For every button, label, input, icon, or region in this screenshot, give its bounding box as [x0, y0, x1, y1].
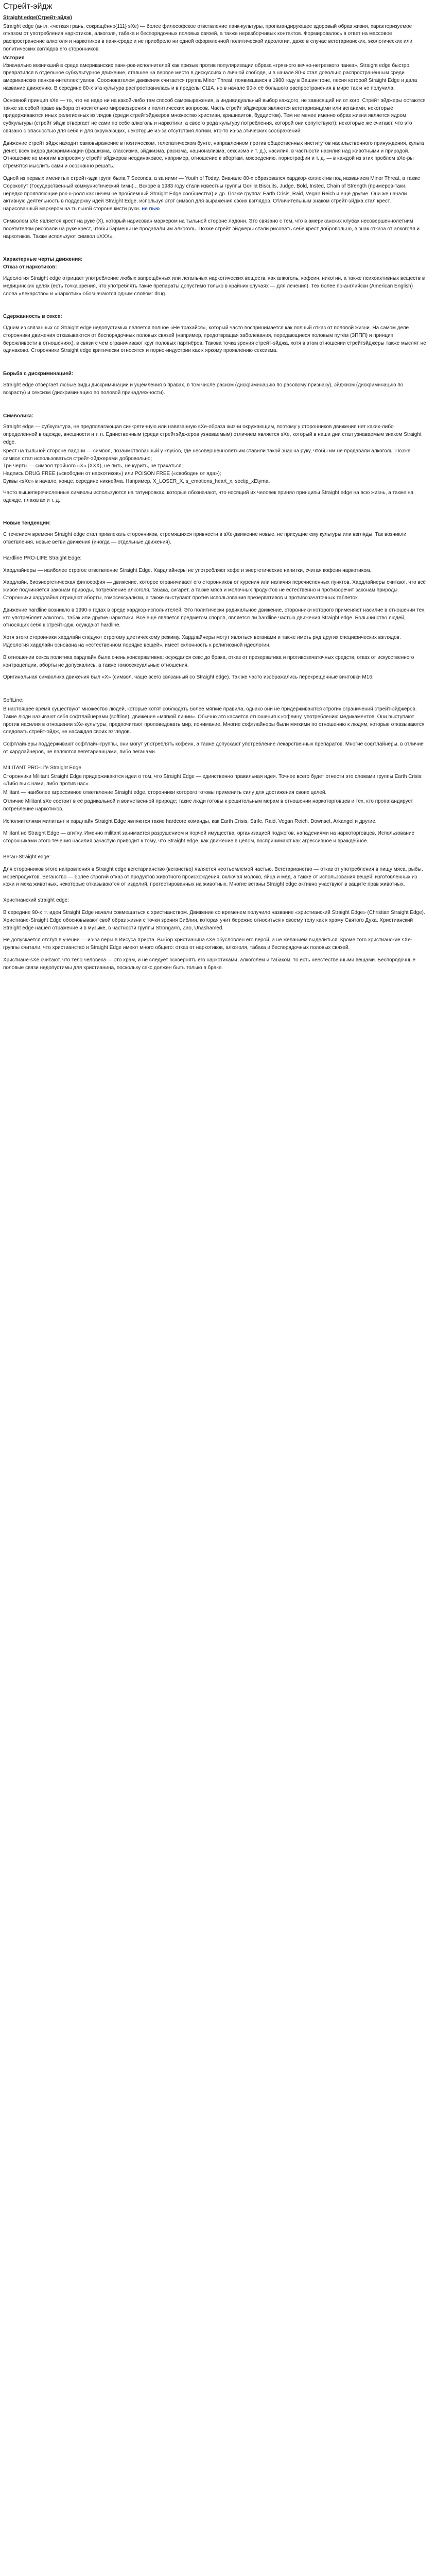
- christian-paragraph-2: Не допускается отступ в учении — из-за веры в Иисуса Христа. Выбор христианина sXe обусловлен его верой, а не желанием выделиться. Кроме того христианские sXe-группы считали, что христианство и Straight Edge имеют много общего: отказ от наркотиков, алкоголя, табака и беспорядочных половых связей.: [3, 937, 413, 951]
- history-paragraph-3: Движение стрейт эйдж находит самовыражение в поэтическом, телепатическом бунте, направленном против общественных институтов насильственного принуждения, культа денег, всех видов дискриминации (фашизма, классизма, эйджизма, расизма, национализма, сексизма и т. д.), насилия, в частности насилия над животными и природой. Отношение ко многим вопросам у стрейт эйджеров неодинаковое, например, отношение к абортам, мясоедению, порнографии и т. д. — в каждой из этих проблем sXe-ры стремятся мыслить сами и осознанно решать.: [3, 140, 424, 170]
- sex-paragraph: Одним из связанных со Straight edge недопустимых является полное «Не трахайся», который часто воспринимается как полный отказ от половой жизни. На самом деле сторонники движения отказываются от беспорядочных половых связей (например, предотвращая заболевания, передающиеся половым путём (ЗППП) и принцип бережливости в отношениях), в связи с чем ограничивают круг половых партнёров. Такова точка зрения стрейт-эйджа, хотя в этом отношении стрейтэйджеры также мыслят не одинаково. Сторонники Straight edge критически относятся и порно-индустрии как к яркому проявлению сексизма.: [3, 325, 426, 354]
- article: [0, 0, 430, 989]
- history-paragraph-4: [3, 175, 427, 213]
- history-heading: История: [3, 55, 25, 61]
- principles-heading: Характерные черты движения:: [3, 257, 83, 263]
- militant-title: MILITANT PRO-Life Straight Edge: [3, 765, 81, 771]
- drugs-heading: Отказ от наркотиков:: [3, 264, 57, 270]
- trends-heading: Новые тенденции:: [3, 520, 51, 527]
- symbols-paragraph-1: Straight edge — субкультура, не предполагающая синкретичную или навязанную sXe-образа жизни окружающим, поэтому у сторонников движения нет каких-либо определённой в одежде, внешности и т. п. Единственным (среди стрейтэйджеров узнаваемым) отличием является sXe, который в наши дни стал узнаваемым знаком Straight edge.: [3, 424, 422, 446]
- page-title: Стрейт-эйдж: [3, 2, 53, 11]
- sex-heading: Сдержанность в сексе:: [3, 314, 62, 320]
- militant-paragraph-4: Исполнителями милитант и хардлайн Straight Edge являются такие hardcore команды, как Earth Crisis, Strife, Raid, Vegan Reich, Downset, Arkangel и другие.: [3, 818, 377, 824]
- symbols-list-item: Три черты — символ тройного «Х» (XXX), не пить, не курить, не трахаться;: [3, 463, 183, 469]
- drugs-paragraph: Идеология Straight edge отрицает употребление любых запрещённых или легальных наркотических веществ, как алкоголь, кофеин, никотин, а также психоактивных веществ в медицинских целях (есть точка зрения, что употреблять такие препараты допустимо только в крайних случаях — для лечения). Тех более по-английски (American English) слова «лекарство» и «наркотик» обозначаются одним словом: drug.: [3, 275, 425, 297]
- symbols-list: [3, 448, 427, 486]
- history-paragraph-5: Символом sXe является крест на руке (X), который нарисован маркером на тыльной стороне ладони. Это связано с тем, что в американских клубах несовершеннолетним посетителям рисовали на руке крест, чтобы бармены не продавали им алкоголь. Позже стрейт эйджеры стали рисовать себе крест добровольно, в знак отказа от алкоголя и наркотиков. Также используют символ «XXX».: [3, 218, 420, 240]
- intro-paragraph: Straight edge (англ. «четкая грань, сокращённо{111} sXe) — более философское ответвление панк-культуры, пропагандирующее здоровый образ жизни, характеризуемое отказом от употребления наркотиков, алкоголя, табака и беспорядочных половых связей, а также неразборчивых контактов. Формировалось в ответ на массовое распространение алкоголя и наркотиков в панк-среде и не приобрело ни одной оформленной политической идеологии, даже в случае вегетарианских, экологических или политических взглядов его сторонников.: [3, 23, 413, 52]
- trends-paragraph-1: С течением времени Straight edge стал привлекать сторонников, стремящихся привнести в sXe-движение новые, не присущие ему культуры или взгляды. Так возникли ответвления, новые ветви движения (иногда — отдельные движения).: [3, 532, 407, 546]
- article-headline: Straight edge(Стрейт-эйдж): [3, 14, 72, 21]
- history-paragraph-1: Изначально возникший в среде американских панк-рок-исполнителей как призыв против популяризации образа «грязного вечно-нетрезвого панка», Straight edge быстро превратился в отдельное субкультурное движение, ставшее на первое место в дискуссиях о личной свободе, и в начале 80-х стал довольно распространённым среди американских панков-интеллектуалов. Сооснователем движения считается группа Minor Threat, появившаяся в 1980 году в Вашингтоне, песня которой Straight Edge и дала название движению. В середине 80-х эта культура распространилась и в пределы США, но в начале 90-х её большого распространения в мире так и не получила.: [3, 62, 417, 91]
- softline-title: SoftLine:: [3, 698, 24, 704]
- militant-paragraph-1: Сторонники Militant Straight Edge придерживаются идеи о том, что Straight Edge — единственно правильная идея. Точнее всего будет отнести это словами группы Earth Crisis: «Либо вы с нами, либо против нас».: [3, 773, 423, 787]
- softline-paragraph-2: Софтлайнеры поддерживают софтлайн-группы, они могут употреблять кофеин, а также допускают употребление лекарственных препаратов. Многие софтлайнеры, в отличие от хардлайнеров, не являются вегетарианцами, либо веганами.: [3, 741, 424, 755]
- history-paragraph-4-text: Одной из первых именитых стрейт-эдж групп была 7 Seconds, а за ними — Youth of Today. Вначале 80-х образовался хардкор-коллектив под названием Minor Threat, а также Сорокопут (Государственный коммунистический гимн)... Вскоре в 1983 году стали известны группы Gorilla Biscuits, Judge, Bold, Insted, Chain of Strength (примеров-таки, нередко проявляющие рок-н-ролл как ничем не проблемный Straight Edge сообщества) и др. Позже группа: Earth Crisis, Raid, Vegan Reich и ещё другие. Они же начали активную деятельность в поддержку идей Straight Edge, используя этот символ для выражения своих взглядов. Отличительным знаком стрейт-эйджа стал крест, нарисованный маркером на тыльной стороне кисти руки.: [3, 175, 421, 212]
- hardline-paragraph-5: В отношении секса политика хардлайн была очень консервативна: осуждался секс до брака, отказ от презерватива и противозачаточных средств, отказ от искусственного контрацепции, аборты не допускались, а также гомосексуальные отношения.: [3, 654, 414, 668]
- hardline-paragraph-3: Движение hardline возникло в 1990-х годах в среде хардкор-исполнителей. Это политически радикальное движение, сторонники которого применяют насилие в отношении тех, кто употребляет алкоголь, табак или другие наркотики. Всё ещё является предметом споров, является ли hardline частью движения Straight edge. Большинство людей, относящих себя к стрейт-эдж, осуждают hardline.: [3, 607, 426, 629]
- hardline-paragraph-4: Хотя этого сторонники хардлайн следуют строгому диетическому режиму. Хардлайнеры могут являться веганами и также иметь ряд других специфических взглядов. Идеология хардлайн основана на «естественном порядке вещей», имеет склонность к религиозной идеологии.: [3, 635, 401, 648]
- symbols-list-item: Крест на тыльной стороне ладони — символ, позаимствованный у клубов, где несовершеннолетним ставили такой знак на руку, чтобы им не продавали алкоголь. Позже символ стал использоваться стрейт-эйджерами добровольно;: [3, 448, 411, 462]
- history-inline-link[interactable]: не пью: [142, 206, 160, 212]
- militant-paragraph-5: Militant не Straight Edge — агитку. Именно militant занимается разрушением и порчей имущества, организацией поджогов, нападениями на наркоторговцев. Использование сторонниками этого течения насилия зачастую приводит к тому, что Straight edge, как движение в целом, воспринимают как агрессивное и враждебное.: [3, 831, 415, 844]
- discrimination-paragraph: Straight edge отвергает любые виды дискриминации и ущемления в правах, в том числе расизм (дискриминацию по расовому признаку), эйджизм (дискриминацию по возрасту) и сексизм (дискриминацию по половой принадлежности).: [3, 382, 404, 396]
- hardline-title: Hardline PRO-LIFE Straight Edge:: [3, 555, 82, 561]
- symbols-list-item: Буквы «sXe» в начале, конце, середине никнейма. Например, Х_LOSER_Х, s_emotions_heart_х, sectip_xEtyma.: [3, 479, 270, 485]
- vegan-paragraph-1: Для сторонников этого направления в Straight edge вегетарианство (веганство) является неотъемлемой частью. Вегетарианство — отказ от употребления в пищу мяса, рыбы, морепродуктов. Веганство — более строгий отказ от продуктов животного происхождения, включая молоко, яйца и мёд, а также от использования вещей, изготовленных из кожи и меха животных, некоторые отказываются от изделий, протестированных на животных. Многие веганы Straight edge активно участвуют в защите прав животных.: [3, 866, 423, 888]
- militant-paragraph-2: Militant — наиболее агрессивное ответвление Straight edge, сторонники которого готовы применить силу для достижения своих целей.: [3, 790, 327, 796]
- discrimination-heading: Борьба с дискриминацией:: [3, 371, 74, 377]
- softline-paragraph-1: В настоящее время существуют множество людей, которые хотят соблюдать более мягкие правила, однако они не придерживаются строгих ограничений стрейт-эйджеров. Такие люди называют себя софтлайнерами (softline), движение «мягкой линии». Обычно это касается отношения к кофеину, употреблению медикаментов. Они выступают против насилия в отношении sXe-культуры, предпочитают проповедовать мир, понимание. Многие софтлайнеры были мягкими по отношению к людям, которые отказываются следовать стрейт-эйдж, не насаждая своих взглядов.: [3, 706, 425, 735]
- christian-title: Христианский straight edge:: [3, 897, 69, 904]
- symbols-list-item: Надпись DRUG FREE («свободен от наркотиков») или POISON FREE («свободен от яда»);: [3, 471, 221, 477]
- christian-paragraph-1: В середине 90-х гг. идеи Straight Edge начали совмещаться с христианством. Движение со временем получило название «христианский Straight Edge» (Christian Straight Edge). Христиане-Straight Edge обосновывают свой образ жизни с точки зрения Библии, которая учит бережно относиться к своему телу как к храму Святого Духа. Христианский Straight edge нашёл отражение и в музыке, в частности группы Strongarm, Zao, Unashamed.: [3, 909, 425, 931]
- history-paragraph-2: Основной принцип sXe — то, что не надо ни на какой-либо там способ самовыражения, а индивидуальный выбор каждого, не зависящий ни от кого. Стрейт эйджеры остаются также за собой право выбора относительно мировоззрения и политических вопросов. Часть стрейт эйджеров являются вегетарианцами или веганами, некоторые придерживаются иных религиозных взглядов (среди стрейтэйджеров множество христиан, кришнаитов, буддистов). Тем не менее именно образ жизни является ядром субкультуры (стрейт эйдж отвергает не сами по себе алкоголь и наркотики, а своего рода культуру потребления, которой они сопутствуют): некоторые же считают, что это связано с опасностью для себя и для окружающих, некоторые из-за отсутствия логики, кто-то из-за этических соображений.: [3, 97, 426, 134]
- vegan-title: Веган-Straight edge:: [3, 854, 51, 860]
- symbols-heading: Символика:: [3, 413, 34, 419]
- hardline-paragraph-1: Хардлайнеры — наиболее строгое ответвление Straight Edge. Хардлайнеры не употребляют кофе и энергетические напитки, считая кофеин наркотиком.: [3, 567, 372, 573]
- christian-paragraph-3: Христиане-sXe считают, что тело человека — это храм, и не следует осквернять его наркотиками, алкоголем и табаком, то есть неестественными вещами. Беспорядочные половые связи недопустимы для христианина, поскольку секс должен быть только в браке.: [3, 957, 416, 971]
- hardline-paragraph-2: Хардлайн, биоэнергетическая философия — движение, которое ограничивает его сторонников от курения или наличия перечисленных пунктов. Хардлайнеры считают, что всё живое подчиняется законам природы, потребление алкоголя, табака, сигарет, а также мяса и молочных продуктов не естественно и противоречит законам природы. Сторонники хардлайна отрицают аборты, гомосексуализм, а также выступают против использования презервативов и противозачаточных таблеток.: [3, 580, 426, 601]
- hardline-paragraph-6: Оригинальная символика движения был «X» (символ, чаще всего связанный со Straight edge). Так же часто изображались перекрещенные винтовки М16.: [3, 674, 374, 681]
- militant-paragraph-3: Отличие Militant sXe состоит в её радикальной и воинственной природе; такие люди готовы к решительным мерам в отношении наркоторговцев и тех, кто пропагандирует потребление наркотиков.: [3, 798, 413, 812]
- symbols-paragraph-2: Часто вышеперечисленные символы используются на татуировках, которые обозначают, что носящий их человек принял принципы Straight edge на всю жизнь, а также на одежде, плакатах и т. д.: [3, 489, 413, 503]
